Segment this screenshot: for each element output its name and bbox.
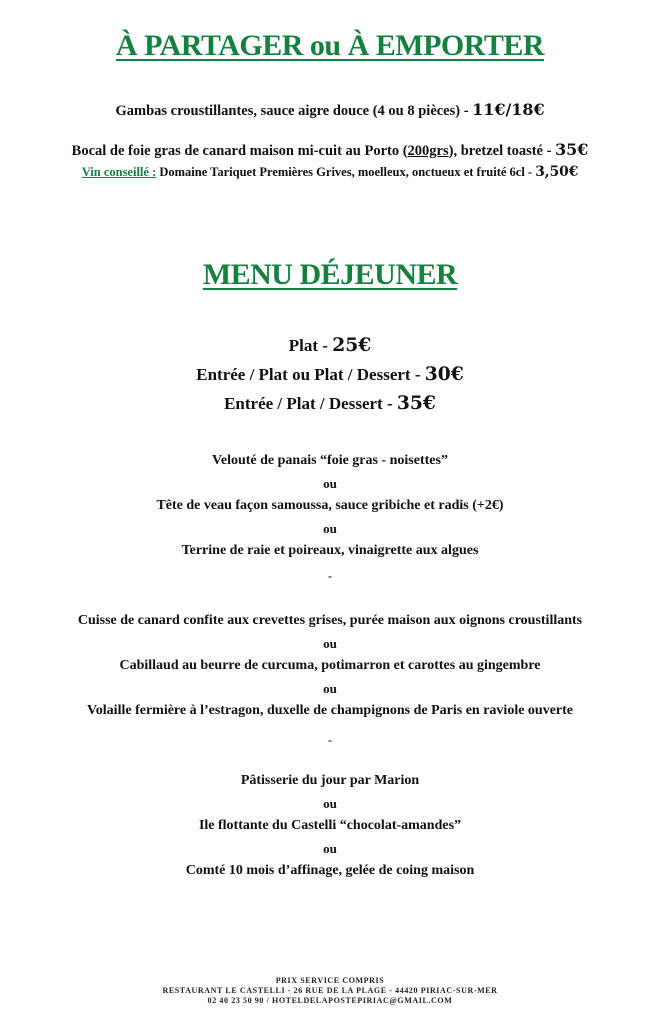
dessert-item: Comté 10 mois d’affinage, gelée de coing maison — [185, 863, 475, 879]
entrees-section — [0, 450, 660, 563]
plat-item: Cuisse de canard confite aux crevettes grises, purée maison aux oignons croustillants — [77, 613, 583, 628]
formula-entree-plat-dessert — [0, 389, 660, 418]
formula-entree-plat-ou-plat-dessert — [0, 360, 660, 389]
or-separator: ou — [323, 520, 337, 536]
or-separator: ou — [323, 840, 337, 856]
dessert-item: Ile flottante du Castelli “chocolat-amandes” — [198, 818, 462, 834]
wine-suggestion-text: Domaine Tariquet Premières Grives, moelleux, onctueux et fruité 6cl - — [156, 165, 536, 179]
wine-price: 3,50€ — [535, 164, 579, 180]
footer-address-line — [0, 986, 660, 996]
item-text: ), bretzel toasté - — [448, 143, 556, 159]
section-title-partager-emporter: À PARTAGER ou À EMPORTER — [115, 29, 545, 62]
item-price: 11€/18€ — [472, 100, 545, 119]
or-separator: ou — [323, 635, 337, 651]
item-text: Gambas croustillantes, sauce aigre douce (4 ou 8 pièces) - — [115, 103, 473, 119]
item-price: 35€ — [555, 140, 589, 159]
wine-suggestion-line — [0, 164, 660, 180]
plat-item: Cabillaud au beurre de curcuma, potimarron et carottes au gingembre — [119, 658, 541, 674]
course-divider: - — [327, 732, 333, 747]
formula-plat — [0, 331, 660, 360]
entree-item: Terrine de raie et poireaux, vinaigrette aux algues — [181, 543, 479, 559]
desserts-section — [0, 770, 660, 883]
footer-address: - 26 RUE DE LA PLAGE - 44420 PIRIAC-SUR-MER — [285, 986, 498, 995]
or-separator: ou — [323, 680, 337, 696]
formula-text: Entrée / Plat / Dessert - — [224, 394, 397, 413]
dessert-item: Pâtisserie du jour par Marion — [240, 773, 420, 788]
section-title-menu-dejeuner: MENU DÉJEUNER — [202, 258, 458, 291]
formula-prices — [0, 331, 660, 418]
entree-item: Velouté de panais “foie gras - noisettes” — [212, 453, 448, 468]
footer-contact-line: 02 40 23 50 90 / HOTELDELAPOSTEPIRIAC@GMAIL.COM — [207, 996, 453, 1005]
plat-item: Volaille fermière à l’estragon, duxelle de champignons de Paris en raviole ouverte — [86, 703, 574, 719]
menu-item-foie-gras — [0, 140, 660, 160]
entree-item: Tête de veau façon samoussa, sauce gribiche et radis (+2€) — [156, 498, 504, 514]
formula-text: Plat - — [288, 336, 333, 355]
course-divider: - — [327, 568, 333, 583]
formula-price: 25€ — [332, 334, 372, 356]
menu-item-gambas — [0, 100, 660, 120]
item-text-underlined: 200grs — [407, 143, 449, 159]
footer-service-note: PRIX SERVICE COMPRIS — [275, 976, 385, 985]
or-separator: ou — [323, 795, 337, 811]
footer — [0, 976, 660, 1006]
item-text: Bocal de foie gras de canard maison mi-cuit au Porto ( — [71, 143, 408, 159]
plats-section — [0, 610, 660, 723]
wine-suggestion-label: Vin conseillé : — [81, 165, 157, 179]
formula-price: 35€ — [396, 392, 436, 414]
footer-restaurant-name: RESTAURANT LE CASTELLI — [162, 986, 286, 995]
or-separator: ou — [323, 475, 337, 491]
formula-text: Entrée / Plat ou Plat / Dessert - — [196, 365, 425, 384]
formula-price: 30€ — [424, 363, 464, 385]
